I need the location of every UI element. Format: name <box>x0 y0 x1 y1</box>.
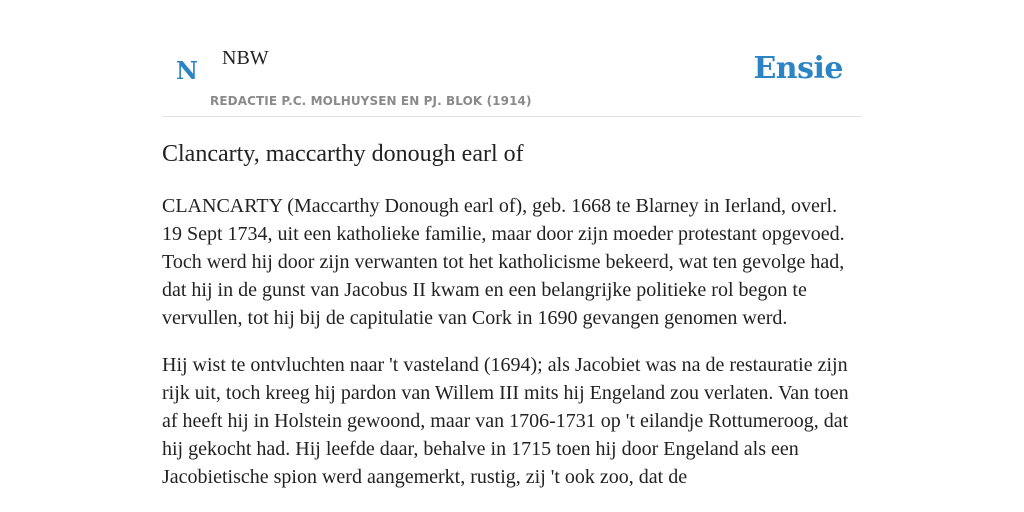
source-logo[interactable]: N <box>176 56 198 85</box>
article-body <box>162 192 862 510</box>
ensie-logo[interactable]: Ensie <box>753 51 843 86</box>
source-title[interactable]: NBW <box>222 47 269 69</box>
site-header <box>162 0 862 117</box>
article-paragraph: Hij wist te ontvluchten naar 't vasteland (1694); als Jacobiet was na de restauratie zijn rijk uit, toch kreeg hij pardon van Willem III mits hij Engeland zou verlaten. Van toen af heeft hij in Holstein gewoond, maar van 1706-1731 op 't eilandje Rottumeroog, dat hij gekocht had. Hij leefde daar, behalve in 1715 toen hij door Engeland als een Jacobietische spion werd aangemerkt, rustig, zij 't ook zoo, dat de <box>162 354 849 488</box>
source-subtitle: REDACTIE P.C. MOLHUYSEN EN PJ. BLOK (1914) <box>210 94 532 108</box>
article-paragraph: CLANCARTY (Maccarthy Donough earl of), geb. 1668 te Blarney in Ierland, overl. 19 Sept 1734, uit een katholieke familie, maar door zijn moeder protestant opgevoed. Toch werd hij door zijn verwanten tot het katholicisme bekeerd, wat ten gevolge had, dat hij in de gunst van Jacobus II kwam en een belangrijke politieke rol begon te vervullen, tot hij bij de capitulatie van Cork in 1690 gevangen genomen werd. <box>162 195 845 329</box>
article-title: Clancarty, maccarthy donough earl of <box>162 141 524 167</box>
